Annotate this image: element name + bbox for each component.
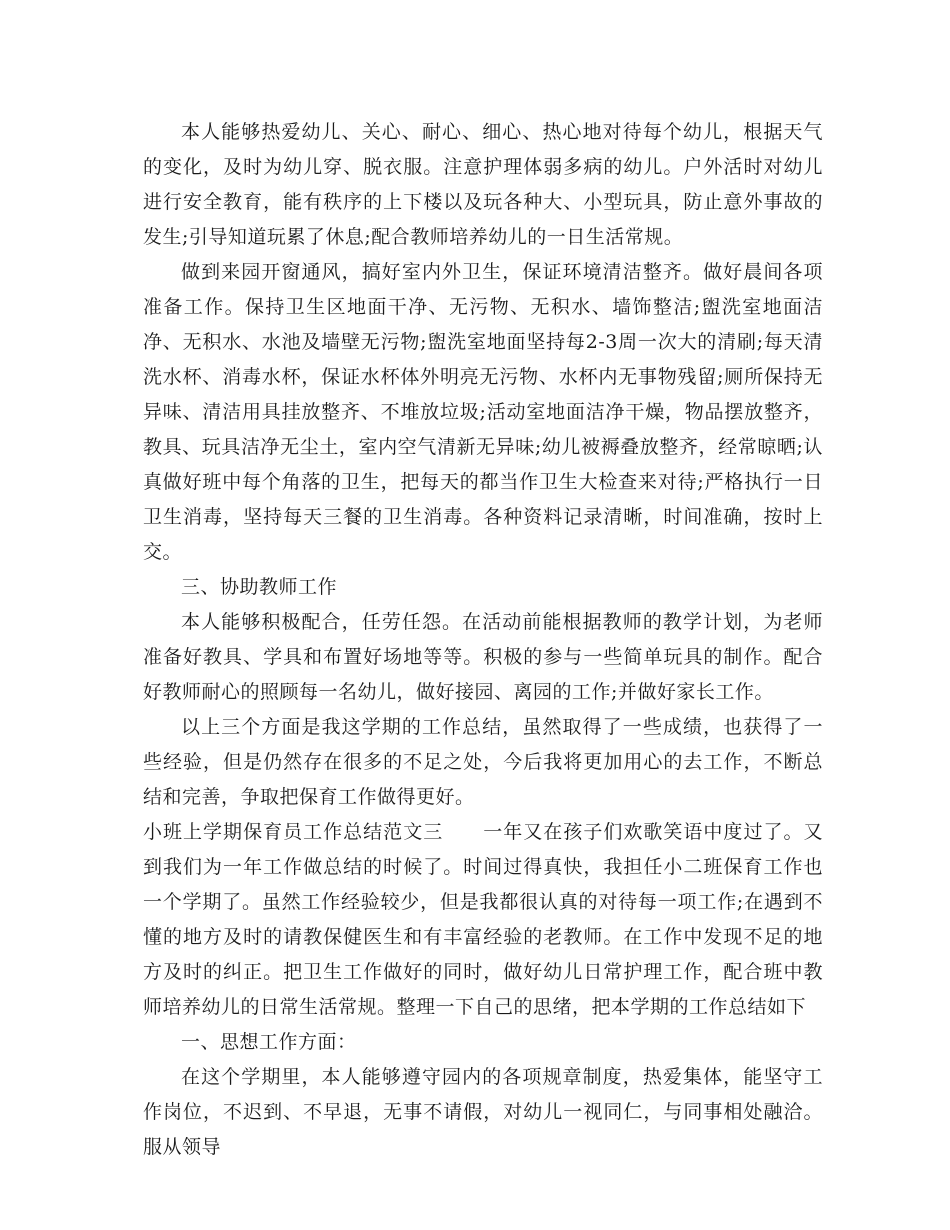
paragraph-sample-three: 小班上学期保育员工作总结范文三 一年又在孩子们欢歌笑语中度过了。又到我们为一年工作做总结的时候了。时间过得真快，我担任小二班保育工作也一个学期了。虽然工作经验较少，但是我都很认真的对待每一项工作;在遇到不懂的地方及时的请教保健医生和有丰富经验的老教师。在工作中发现不足的地方及时的纠正。把卫生工作做好的同时，做好幼儿日常护理工作，配合班中教师培养幼儿的日常生活常规。整理一下自己的思绪，把本学期的工作总结如下: [143, 821, 823, 1018]
paragraph-assist-teacher: 本人能够积极配合，任劳任怨。在活动前能根据教师的教学计划，为老师准备好教具、学具和布置好场地等等。积极的参与一些简单玩具的制作。配合好教师耐心的照顾每一名幼儿，做好接园、离园的工作;并做好家长工作。: [143, 611, 823, 703]
paragraph-hygiene: 做到来园开窗通风，搞好室内外卫生，保证环境清洁整齐。做好晨间各项准备工作。保持卫生区地面干净、无污物、无积水、墙饰整洁;盥洗室地面洁净、无积水、水池及墙壁无污物;盥洗室地面坚持每2-3周一次大的清刷;每天清洗水杯、消毒水杯，保证水杯体外明亮无污物、水杯内无事物残留;厕所保持无异味、清洁用具挂放整齐、不堆放垃圾;活动室地面洁净干燥，物品摆放整齐，教具、玩具洁净无尘土，室内空气清新无异味;幼儿被褥叠放整齐，经常晾晒;认真做好班中每个角落的卫生，把每天的都当作卫生大检查来对待;严格执行一日卫生消毒，坚持每天三餐的卫生消毒。各种资料记录清晰，时间准确，按时上交。: [143, 261, 823, 563]
paragraph-ideology: 在这个学期里，本人能够遵守园内的各项规章制度，热爱集体，能坚守工作岗位，不迟到、不早退，无事不请假，对幼儿一视同仁，与同事相处融洽。服从领导: [143, 1066, 823, 1158]
section-heading-ideology: 一、思想工作方面：: [181, 1031, 357, 1053]
paragraph-conclusion: 以上三个方面是我这学期的工作总结，虽然取得了一些成绩，也获得了一些经验，但是仍然存在很多的不足之处，今后我将更加用心的去工作，不断总结和完善，争取把保育工作做得更好。: [143, 716, 823, 808]
document-body: [143, 115, 823, 1165]
paragraph-care: 本人能够热爱幼儿、关心、耐心、细心、热心地对待每个幼儿，根据天气的变化，及时为幼儿穿、脱衣服。注意护理体弱多病的幼儿。户外活时对幼儿进行安全教育，能有秩序的上下楼以及玩各种大、小型玩具，防止意外事故的发生;引导知道玩累了休息;配合教师培养幼儿的一日生活常规。: [143, 121, 823, 248]
section-heading-assist-teacher: 三、协助教师工作: [181, 576, 338, 598]
